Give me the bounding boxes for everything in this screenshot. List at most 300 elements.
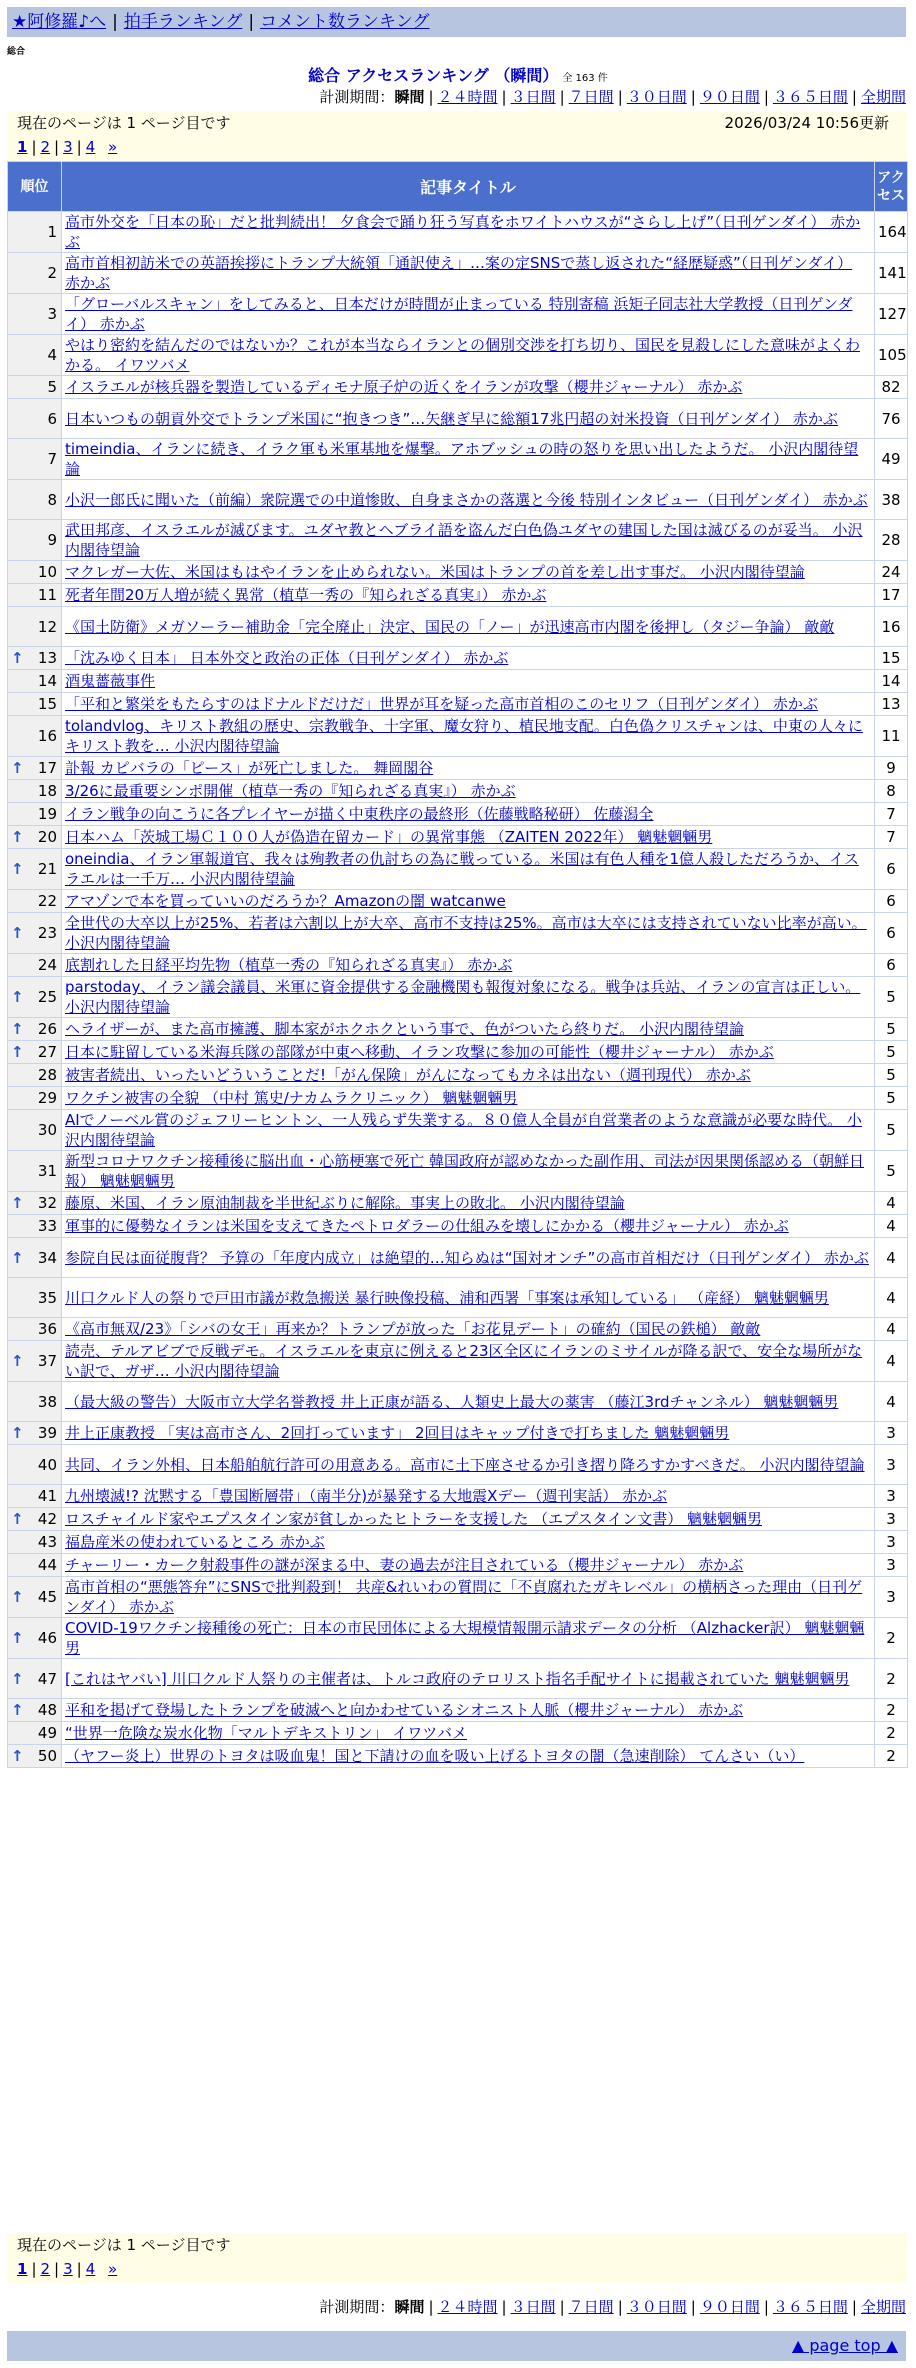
- table-row: [8, 253, 908, 294]
- article-link[interactable]: 「平和と繁栄をもたらすのはドナルドだけだ」世界が耳を疑った高市首相のこのセリフ（日刊ゲンダイ） 赤かぶ: [65, 695, 818, 713]
- rank-cell: [8, 439, 62, 480]
- title-cell: [62, 1110, 875, 1151]
- article-link[interactable]: アマゾンで本を買っていいのだろうか？Amazonの闇 watcanwe: [65, 892, 506, 910]
- rank-cell: [8, 1341, 62, 1382]
- rank-number: 11: [37, 586, 57, 604]
- rank-cell: [8, 1278, 62, 1318]
- rank-number: 46: [37, 1629, 57, 1647]
- article-link[interactable]: AIでノーベル賞のジェフリーヒントン、一人残らず失業する。８０億人全員が自営業者のような意識が必要な時代。 小沢内閣待望論: [65, 1111, 862, 1149]
- article-link[interactable]: parstoday、イラン議会議員、米軍に資金提供する金融機関も報復対象になる。戦争は兵站、イランの宣言は正しい。 小沢内閣待望論: [65, 978, 861, 1016]
- rank-number: 44: [37, 1556, 57, 1574]
- bottom-bar: [7, 2331, 906, 2361]
- article-link[interactable]: 平和を掲げて登場したトランプを破滅へと向かわせているシオニスト人脈（櫻井ジャーナル） 赤かぶ: [65, 1701, 744, 1719]
- rank-cell: [8, 1745, 62, 1768]
- rank-cell: [8, 212, 62, 253]
- access-count: 127: [875, 294, 908, 335]
- period-separator: |: [851, 2298, 857, 2316]
- period-link[interactable]: ３０日間: [626, 88, 687, 106]
- table-row: [8, 826, 908, 849]
- table-row: [8, 1382, 908, 1422]
- rank-number: 34: [37, 1248, 57, 1267]
- table-row: [8, 1722, 908, 1745]
- page-link-1[interactable]: 1: [17, 2260, 28, 2278]
- title-cell: [62, 1422, 875, 1445]
- article-link[interactable]: tolandvlog、キリスト教組の歴史、宗教戦争、十字軍、魔女狩り、植民地支配。白色偽クリスチャンは、中東の人々にキリスト教を… 小沢内閣待望論: [65, 717, 863, 755]
- table-row: [8, 1192, 908, 1215]
- page-link-4[interactable]: 4: [85, 2260, 96, 2278]
- ranking-table: [7, 161, 908, 1768]
- pagination: [17, 135, 897, 159]
- rank-cell: [8, 607, 62, 647]
- article-link[interactable]: 福島産米の使われているところ 赤かぶ: [65, 1533, 325, 1551]
- article-link[interactable]: oneindia、イラン軍報道官、我々は殉教者の仇討ちの為に戦っている。米国は有色人種を1億人殺しただろうか、イスラエルは一千万… 小沢内閣待望論: [65, 850, 859, 888]
- period-current: 瞬間: [394, 88, 425, 106]
- title-cell: [62, 849, 875, 890]
- page-top-link[interactable]: ▲ page top ▲: [791, 2336, 898, 2355]
- rank-up-arrow-icon: ↑: [11, 1588, 24, 1606]
- rank-cell: [8, 647, 62, 670]
- title-cell: [62, 1554, 875, 1577]
- rank-number: 4: [47, 346, 57, 364]
- rank-up-arrow-icon: ↑: [11, 828, 24, 846]
- access-count: 2: [875, 1659, 908, 1699]
- article-link[interactable]: イラン戦争の向こうに各プレイヤーが描く中東秩序の最終形（佐藤戦略秘研） 佐藤潟全: [65, 805, 654, 823]
- rank-cell: [8, 1064, 62, 1087]
- period-link[interactable]: ２４時間: [437, 88, 498, 106]
- table-row: [8, 1577, 908, 1618]
- rank-up-arrow-icon: ↑: [11, 1424, 24, 1442]
- access-count: 82: [875, 376, 908, 399]
- rank-cell: [8, 716, 62, 757]
- table-row: [8, 1485, 908, 1508]
- title-cell: [62, 1087, 875, 1110]
- title-cell: [62, 1215, 875, 1238]
- table-row: [8, 954, 908, 977]
- page-next-link[interactable]: »: [108, 138, 118, 156]
- title-cell: [62, 480, 875, 520]
- table-row: [8, 1318, 908, 1341]
- page-separator: [99, 2260, 104, 2278]
- access-count: 16: [875, 607, 908, 647]
- rank-cell: [8, 1445, 62, 1485]
- rank-number: 42: [37, 1510, 57, 1528]
- article-link[interactable]: timeindia、イランに続き、イラク軍も米軍基地を爆撃。アホブッシュの時の怒りを思い出したようだ。 小沢内閣待望論: [65, 440, 859, 478]
- access-count: 6: [875, 913, 908, 954]
- comment-ranking-link[interactable]: コメント数ランキング: [260, 12, 430, 32]
- table-row: [8, 716, 908, 757]
- table-row: [8, 1422, 908, 1445]
- access-count: 15: [875, 647, 908, 670]
- rank-cell: [8, 1554, 62, 1577]
- title-cell: [62, 253, 875, 294]
- title-cell: [62, 780, 875, 803]
- rank-number: 5: [47, 378, 57, 396]
- access-count: 3: [875, 1485, 908, 1508]
- period-link[interactable]: 全期間: [860, 88, 906, 106]
- table-row: [8, 439, 908, 480]
- article-link[interactable]: 井上正康教授 「実は高市さん、2回打っています」 2回目はキャップ付きで打ちました 魑魅魍魎男: [65, 1424, 730, 1442]
- rank-number: 16: [37, 727, 57, 745]
- article-link[interactable]: 読売、テルアビブで反戦デモ。イスラエルを東京に例えると23区全区にイランのミサイルが降る訳で、安全な場所がない訳で、ガザ… 小沢内閣待望論: [65, 1342, 863, 1380]
- rank-up-arrow-icon: ↑: [11, 1043, 24, 1061]
- article-link[interactable]: （ヤフー炎上）世界のトヨタは吸血鬼！国と下請けの血を吸い上げるトヨタの闇（急速削除） てんさい（い）: [65, 1747, 805, 1765]
- article-link[interactable]: （最大級の警告）大阪市立大学名誉教授 井上正康が語る、人類史上最大の薬害 （藤江3rdチャンネル） 魑魅魍魎男: [65, 1392, 839, 1411]
- title-cell: [62, 1064, 875, 1087]
- rank-up-arrow-icon: ↑: [11, 1629, 24, 1647]
- article-link[interactable]: 「沈みゆく日本」 日本外交と政治の正体（日刊ゲンダイ） 赤かぶ: [65, 649, 509, 667]
- nav-separator: |: [112, 12, 118, 32]
- page-title: [0, 63, 916, 86]
- rank-cell: [8, 399, 62, 439]
- table-row: [8, 1238, 908, 1278]
- table-row: [8, 1554, 908, 1577]
- table-row: [8, 335, 908, 376]
- period-label: 計測期間：: [319, 2298, 395, 2316]
- article-link[interactable]: 参院自民は面従腹背？ 予算の「年度内成立」は絶望的…知らぬは“国対オンチ”の高市首相だけ（日刊ゲンダイ） 赤かぶ: [65, 1248, 869, 1267]
- article-link[interactable]: 高市首相の“悪態答弁”にSNSで批判殺到！ 共産&れいわの質問に「不貞腐れたガキレベル」の横柄さった理由（日刊ゲンダイ） 赤かぶ: [65, 1578, 863, 1616]
- period-separator: |: [501, 2298, 507, 2316]
- title-cell: [62, 584, 875, 607]
- table-row: [8, 913, 908, 954]
- article-link[interactable]: 訃報 カピバラの「ピース」が死亡しました。 舞岡閣谷: [65, 759, 434, 777]
- rank-number: 33: [37, 1217, 57, 1235]
- page-link-3[interactable]: 3: [63, 2260, 73, 2278]
- period-link[interactable]: ２４時間: [437, 2298, 498, 2316]
- article-link[interactable]: COVID-19ワクチン接種後の死亡：日本の市民団体による大規模情報開示請求データの分析 （Alzhacker訳） 魑魅魍魎男: [65, 1619, 865, 1657]
- article-link[interactable]: 《高市無双/23》「シバの女王」再来か？トランプが放った「お花見デート」の確約（国民の鉄槌） 敵敵: [65, 1320, 761, 1338]
- article-link[interactable]: やはり密約を結んだのではないか？これが本当ならイランとの個別交渉を打ち切り、国民を見殺しにした意味がよくわかる。 イワツバメ: [65, 336, 861, 374]
- header-access: アクセス: [875, 162, 908, 212]
- rank-number: 2: [47, 264, 57, 282]
- table-row: [8, 561, 908, 584]
- access-count: 3: [875, 1531, 908, 1554]
- home-link[interactable]: ★阿修羅♪へ: [12, 12, 107, 32]
- access-count: 4: [875, 1238, 908, 1278]
- period-separator: |: [690, 2298, 696, 2316]
- rank-cell: [8, 780, 62, 803]
- rank-number: 6: [47, 409, 57, 428]
- title-cell: [62, 1341, 875, 1382]
- period-separator: |: [428, 2298, 434, 2316]
- rank-number: 35: [37, 1288, 57, 1307]
- access-count: 5: [875, 1018, 908, 1041]
- access-count: 3: [875, 1422, 908, 1445]
- access-count: 17: [875, 584, 908, 607]
- article-link[interactable]: 「グローバルスキャン」をしてみると、日本だけが時間が止まっている 特別寄稿 浜矩子同志社大学教授（日刊ゲンダイ） 赤かぶ: [65, 295, 853, 333]
- table-row: [8, 584, 908, 607]
- article-link[interactable]: [これはヤバい] 川口クルド人祭りの主催者は、トルコ政府のテロリスト指名手配サイトに掲載されていた 魑魅魍魎男: [65, 1669, 850, 1688]
- title-cell: [62, 757, 875, 780]
- rank-number: 24: [37, 956, 57, 974]
- article-link[interactable]: “世界一危険な炭水化物「マルトデキストリン」 イワツバメ: [65, 1724, 467, 1742]
- rank-number: 38: [37, 1392, 57, 1411]
- period-link[interactable]: ３６５日間: [772, 2298, 848, 2316]
- rank-number: 29: [37, 1089, 57, 1107]
- rank-number: 13: [37, 649, 57, 667]
- page-link-2[interactable]: 2: [40, 2260, 51, 2278]
- article-link[interactable]: ヘライザーが、また高市擁護、脚本家がホクホクという事で、色がついたら終りだ。 小沢内閣待望論: [65, 1020, 745, 1038]
- rank-up-arrow-icon: ↑: [11, 860, 24, 878]
- period-link[interactable]: ３日間: [510, 2298, 556, 2316]
- article-link[interactable]: 共同、イラン外相、日本船舶航行許可の用意ある。高市に土下座させるか引き摺り降ろすかすべきだ。 小沢内閣待望論: [65, 1455, 865, 1474]
- rank-number: 39: [37, 1424, 57, 1442]
- title-cell: [62, 1745, 875, 1768]
- rank-cell: [8, 1618, 62, 1659]
- title-cell: [62, 1238, 875, 1278]
- access-count: 4: [875, 1382, 908, 1422]
- title-cell: [62, 1382, 875, 1422]
- rank-cell: [8, 826, 62, 849]
- title-cell: [62, 826, 875, 849]
- access-count: 5: [875, 977, 908, 1018]
- title-cell: [62, 561, 875, 584]
- page-next-link[interactable]: »: [108, 2260, 118, 2278]
- period-separator: |: [501, 88, 507, 106]
- article-link[interactable]: 死者年間20万人増が続く異常（植草一秀の『知られざる真実』） 赤かぶ: [65, 586, 547, 604]
- title-cell: [62, 1445, 875, 1485]
- access-count: 76: [875, 399, 908, 439]
- article-link[interactable]: 全世代の大卒以上が25%、若者は六割以上が大卒、高市不支持は25%。高市は大卒には支持されていない比率が高い。 小沢内閣待望論: [65, 914, 867, 952]
- table-row: [8, 1445, 908, 1485]
- rank-number: 3: [47, 305, 57, 323]
- table-row: [8, 890, 908, 913]
- access-count: 9: [875, 757, 908, 780]
- period-link[interactable]: ７日間: [568, 2298, 614, 2316]
- page-separator: |: [31, 2260, 37, 2278]
- title-cell: [62, 439, 875, 480]
- table-row: [8, 520, 908, 561]
- article-link[interactable]: イスラエルが核兵器を製造しているディモナ原子炉の近くをイランが攻撃（櫻井ジャーナル） 赤かぶ: [65, 378, 743, 396]
- rank-number: 20: [37, 828, 57, 846]
- current-page-text: 現在のページは 1 ページ目です: [17, 2236, 231, 2254]
- rank-up-arrow-icon: ↑: [11, 1194, 24, 1212]
- article-link[interactable]: ロスチャイルド家やエプスタイン家が貧しかったヒトラーを支援した （エプスタイン文書） 魑魅魍魎男: [65, 1510, 762, 1528]
- period-link[interactable]: ９０日間: [699, 88, 760, 106]
- page-link-4[interactable]: 4: [85, 138, 96, 156]
- rank-up-arrow-icon: ↑: [11, 1352, 24, 1370]
- table-row: [8, 607, 908, 647]
- rank-number: 36: [37, 1320, 57, 1338]
- page-link-1[interactable]: 1: [17, 138, 28, 156]
- period-link[interactable]: ３日間: [510, 88, 556, 106]
- access-count: 11: [875, 716, 908, 757]
- period-link[interactable]: ３０日間: [626, 2298, 687, 2316]
- rank-cell: [8, 890, 62, 913]
- rank-up-arrow-icon: ↑: [11, 1248, 24, 1267]
- rank-number: 28: [37, 1066, 57, 1084]
- title-cell: [62, 1485, 875, 1508]
- rank-cell: [8, 1382, 62, 1422]
- title-cell: [62, 1018, 875, 1041]
- table-row: [8, 1278, 908, 1318]
- page-link-2[interactable]: 2: [40, 138, 51, 156]
- access-count: 4: [875, 1192, 908, 1215]
- title-cell: [62, 1278, 875, 1318]
- table-row: [8, 803, 908, 826]
- page-separator: |: [54, 138, 60, 156]
- rank-cell: [8, 803, 62, 826]
- table-row: [8, 1618, 908, 1659]
- access-count: 6: [875, 849, 908, 890]
- access-count: 5: [875, 1151, 908, 1192]
- access-count: 4: [875, 1318, 908, 1341]
- table-row: [8, 1110, 908, 1151]
- rank-cell: [8, 1699, 62, 1722]
- article-link[interactable]: ワクチン被害の全貌 （中村 篤史/ナカムラクリニック） 魑魅魍魎男: [65, 1089, 518, 1107]
- article-link[interactable]: 藤原、米国、イラン原油制裁を半世紀ぶりに解除。事実上の敗北。 小沢内閣待望論: [65, 1194, 625, 1212]
- article-link[interactable]: 九州壊滅!? 沈黙する「豊国断層帯」（南半分)が暴発する大地震Xデー（週刊実話） 赤かぶ: [65, 1487, 668, 1505]
- rank-number: 31: [37, 1162, 57, 1180]
- title-cell: [62, 1192, 875, 1215]
- title-cell: [62, 1699, 875, 1722]
- article-link[interactable]: 川口クルド人の祭りで戸田市議が救急搬送 暴行映像投稿、浦和西署「事案は承知している」 （産経） 魑魅魍魎男: [65, 1288, 829, 1307]
- article-link[interactable]: 日本に駐留している米海兵隊の部隊が中東へ移動、イラン攻撃に参加の可能性（櫻井ジャーナル） 赤かぶ: [65, 1043, 774, 1061]
- article-link[interactable]: 酒鬼薔薇事件: [65, 672, 156, 690]
- article-link[interactable]: 小沢一郎氏に聞いた（前編）衆院選での中道惨敗、自身まさかの落選と今後 特別インタビュー（日刊ゲンダイ） 赤かぶ: [65, 490, 868, 509]
- access-count: 4: [875, 1278, 908, 1318]
- total-count: 全 163 件: [562, 73, 608, 84]
- article-link[interactable]: 被害者続出、いったいどういうことだ!「がん保険」がんになってもカネは出ない（週刊現代） 赤かぶ: [65, 1066, 751, 1084]
- title-cell: [62, 954, 875, 977]
- period-separator: |: [763, 88, 769, 106]
- rank-number: 27: [37, 1043, 57, 1061]
- article-link[interactable]: 《国土防衛》メガソーラー補助金「完全廃止」決定、国民の「ノー」が迅速高市内閣を後押し（タジー争論） 敵敵: [65, 617, 835, 636]
- rank-number: 45: [37, 1588, 57, 1606]
- period-separator: |: [763, 2298, 769, 2316]
- title-cell: [62, 1659, 875, 1699]
- rank-cell: [8, 913, 62, 954]
- rank-number: 7: [47, 450, 57, 468]
- current-page-text: 現在のページは 1 ページ目です: [17, 114, 231, 132]
- title-cell: [62, 1577, 875, 1618]
- table-row: [8, 1659, 908, 1699]
- title-cell: [62, 607, 875, 647]
- table-row: [8, 480, 908, 520]
- access-count: 7: [875, 826, 908, 849]
- access-count: 4: [875, 1341, 908, 1382]
- rank-up-arrow-icon: ↑: [11, 1020, 24, 1038]
- title-cell: [62, 890, 875, 913]
- rank-cell: [8, 584, 62, 607]
- period-link[interactable]: ９０日間: [699, 2298, 760, 2316]
- table-row: [8, 1699, 908, 1722]
- period-selector-bottom: [319, 2296, 906, 2317]
- table-row: [8, 670, 908, 693]
- rank-cell: [8, 1722, 62, 1745]
- rank-number: 15: [37, 695, 57, 713]
- access-count: 2: [875, 1618, 908, 1659]
- title-cell: [62, 693, 875, 716]
- page-link-3[interactable]: 3: [63, 138, 73, 156]
- title-cell: [62, 803, 875, 826]
- rank-cell: [8, 480, 62, 520]
- access-count: 3: [875, 1554, 908, 1577]
- access-count: 2: [875, 1699, 908, 1722]
- title-cell: [62, 294, 875, 335]
- article-link[interactable]: 底割れした日経平均先物（植草一秀の『知られざる真実』） 赤かぶ: [65, 956, 513, 974]
- period-link[interactable]: 全期間: [860, 2298, 906, 2316]
- rank-cell: [8, 253, 62, 294]
- access-count: 2: [875, 1745, 908, 1768]
- title-cell: [62, 520, 875, 561]
- title-cell: [62, 1318, 875, 1341]
- pagination: [17, 2257, 897, 2281]
- article-link[interactable]: 新型コロナワクチン接種後に脳出血・心筋梗塞で死亡 韓国政府が認めなかった副作用、司法が因果関係認める（朝鮮日報） 魑魅魍魎男: [65, 1152, 865, 1190]
- table-row: [8, 376, 908, 399]
- rank-up-arrow-icon: ↑: [11, 924, 24, 942]
- rank-up-arrow-icon: ↑: [11, 649, 24, 667]
- access-count: 3: [875, 1508, 908, 1531]
- rank-cell: [8, 670, 62, 693]
- rank-cell: [8, 1110, 62, 1151]
- rank-cell: [8, 977, 62, 1018]
- header-title: 記事タイトル: [62, 162, 875, 212]
- title-cell: [62, 1722, 875, 1745]
- rank-up-arrow-icon: ↑: [11, 988, 24, 1006]
- rank-number: 41: [37, 1487, 57, 1505]
- rank-cell: [8, 335, 62, 376]
- article-link[interactable]: 武田邦彦、イスラエルが滅びます。ユダヤ教とヘブライ語を盗んだ白色偽ユダヤの建国した国は滅びるのが妥当。 小沢内閣待望論: [65, 521, 863, 559]
- period-separator: |: [617, 2298, 623, 2316]
- rank-number: 8: [47, 490, 57, 509]
- applause-ranking-link[interactable]: 拍手ランキング: [123, 12, 243, 32]
- period-separator: |: [559, 2298, 565, 2316]
- page-separator: |: [76, 2260, 82, 2278]
- access-count: 3: [875, 1577, 908, 1618]
- rank-cell: [8, 757, 62, 780]
- access-count: 4: [875, 1215, 908, 1238]
- table-row: [8, 693, 908, 716]
- article-link[interactable]: 高市外交を「日本の恥」だと批判続出！ 夕食会で踊り狂う写真をホワイトハウスが“さらし上げ”（日刊ゲンダイ） 赤かぶ: [65, 213, 861, 251]
- period-link[interactable]: ３６５日間: [772, 88, 848, 106]
- rank-cell: [8, 1318, 62, 1341]
- rank-number: 14: [37, 672, 57, 690]
- article-link[interactable]: 3/26に最重要シンポ開催（植草一秀の『知られざる真実』） 赤かぶ: [65, 782, 516, 800]
- period-separator: |: [851, 88, 857, 106]
- period-link[interactable]: ７日間: [568, 88, 614, 106]
- rank-cell: [8, 294, 62, 335]
- article-link[interactable]: マクレガー大佐、米国はもはやイランを止められない。米国はトランプの首を差し出す事だ。 小沢内閣待望論: [65, 563, 805, 581]
- article-link[interactable]: 高市首相初訪米での英語挨拶にトランプ大統領「通訳使え」…案の定SNSで蒸し返された“経歴疑惑”（日刊ゲンダイ） 赤かぶ: [65, 254, 853, 292]
- rank-up-arrow-icon: ↑: [11, 1701, 24, 1719]
- page-info-bottom: [7, 2233, 907, 2283]
- rank-number: 25: [37, 988, 57, 1006]
- article-link[interactable]: 軍事的に優勢なイランは米国を支えてきたペトロダラーの仕組みを壊しにかかる（櫻井ジャーナル） 赤かぶ: [65, 1217, 789, 1235]
- article-link[interactable]: チャーリー・カーク射殺事件の謎が深まる中、妻の過去が注目されている（櫻井ジャーナル） 赤かぶ: [65, 1556, 744, 1574]
- access-count: 3: [875, 1445, 908, 1485]
- title-cell: [62, 1531, 875, 1554]
- table-row: [8, 399, 908, 439]
- table-row: [8, 294, 908, 335]
- page-info-top: [7, 111, 907, 161]
- rank-cell: [8, 1577, 62, 1618]
- article-link[interactable]: 日本ハム「茨城工場Ｃ１００人が偽造在留カード」の異常事態 （ZAITEN 2022年） 魑魅魍魎男: [65, 828, 713, 846]
- period-separator: |: [617, 88, 623, 106]
- title-cell: [62, 670, 875, 693]
- rank-number: 40: [37, 1455, 57, 1474]
- rank-cell: [8, 849, 62, 890]
- rank-number: 17: [37, 759, 57, 777]
- title-cell: [62, 913, 875, 954]
- access-count: 38: [875, 480, 908, 520]
- nav-separator: |: [248, 12, 255, 32]
- title-cell: [62, 1508, 875, 1531]
- title-cell: [62, 716, 875, 757]
- rank-number: 22: [37, 892, 57, 910]
- article-link[interactable]: 日本いつもの朝貢外交でトランプ米国に“抱きつき”…矢継ぎ早に総額17兆円超の対米投資（日刊ゲンダイ） 赤かぶ: [65, 409, 838, 428]
- rank-up-arrow-icon: ↑: [11, 1669, 24, 1688]
- header-rank: 順位: [8, 162, 62, 212]
